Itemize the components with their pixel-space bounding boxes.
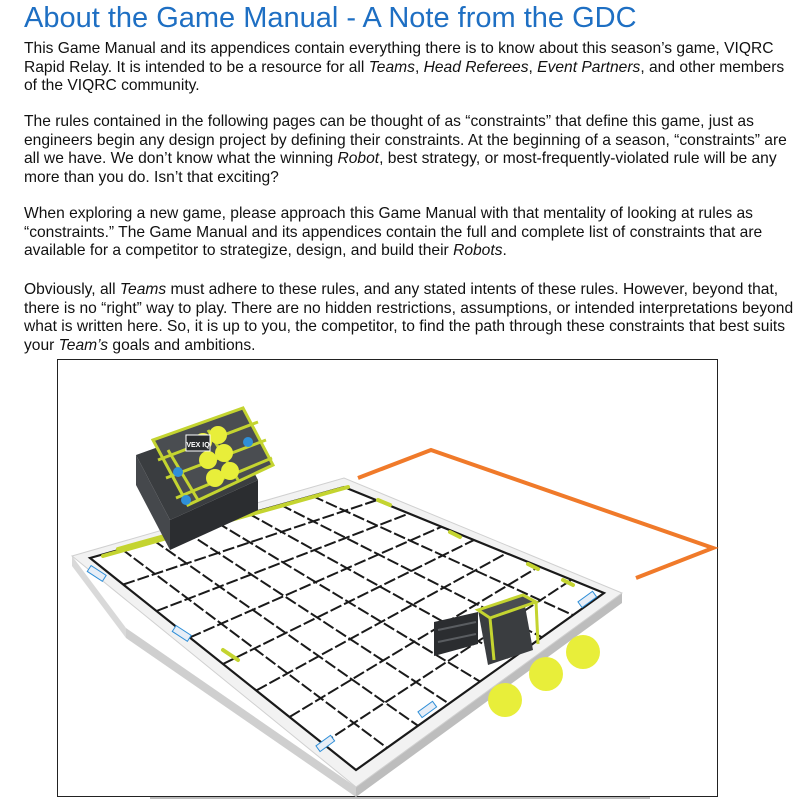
emphasized-term: Event Partners <box>537 58 641 76</box>
goal-logo-text: VEX IQ <box>186 442 210 449</box>
text-run: goals and ambitions. <box>108 336 256 354</box>
text-run: This Game Manual and its appendices contain everything there is to know about this season’s game, VIQRC Rapid Relay. It is intended to be a resource for all <box>24 40 774 76</box>
text-run: must adhere to these rules, and any stated intents of these rules. However, beyond that, there is no “right” way to play. There are no hidden restrictions, assumptions, or intended interpretations beyond what is written here. So, it is up to you, the competitor, to find the path through these constraints that best suits your <box>24 281 794 354</box>
paragraph-adherence <box>24 281 794 355</box>
text-run: . <box>502 242 507 259</box>
paragraph-constraints <box>24 113 794 187</box>
paragraph-exploring <box>24 205 794 261</box>
ball <box>529 657 563 691</box>
field-figure <box>57 359 718 797</box>
emphasized-term: Team’s <box>58 336 109 354</box>
text-run: When exploring a new game, please approach this Game Manual with that mentality of looking at rules as “constraints.” The Game Manual and its appendices contain the full and complete list of constraints that are available for a competitor to strategize, design, and build their <box>24 205 763 259</box>
emphasized-term: Robots <box>453 242 503 259</box>
paragraph-intro <box>24 40 794 96</box>
text-run: The rules contained in the following pages can be thought of as “constraints” that define this game, just as engineers begin any design project by defining their constraints. At the beginning of a season, “constraints” are all we have. We don’t know what the winning <box>24 113 787 167</box>
text-run: , <box>414 58 424 76</box>
text-run: Obviously, all <box>24 281 120 298</box>
emphasized-term: Teams <box>368 58 415 76</box>
page-title: About the Game Manual - A Note from the GDC <box>24 2 637 34</box>
text-run: , and other members of the VIQRC community. <box>24 58 785 94</box>
emphasized-term: Head Referees <box>423 58 529 76</box>
page-bottom-rule <box>150 797 650 799</box>
text-run: , <box>528 58 538 76</box>
text-run: , best strategy, or most-frequently-violated rule will be any more than you do. Isn’t that exciting? <box>24 150 777 186</box>
ball <box>566 635 600 669</box>
emphasized-term: Teams <box>119 281 167 298</box>
field-illustration <box>58 360 719 798</box>
ball <box>488 683 522 717</box>
emphasized-term: Robot <box>337 150 380 167</box>
